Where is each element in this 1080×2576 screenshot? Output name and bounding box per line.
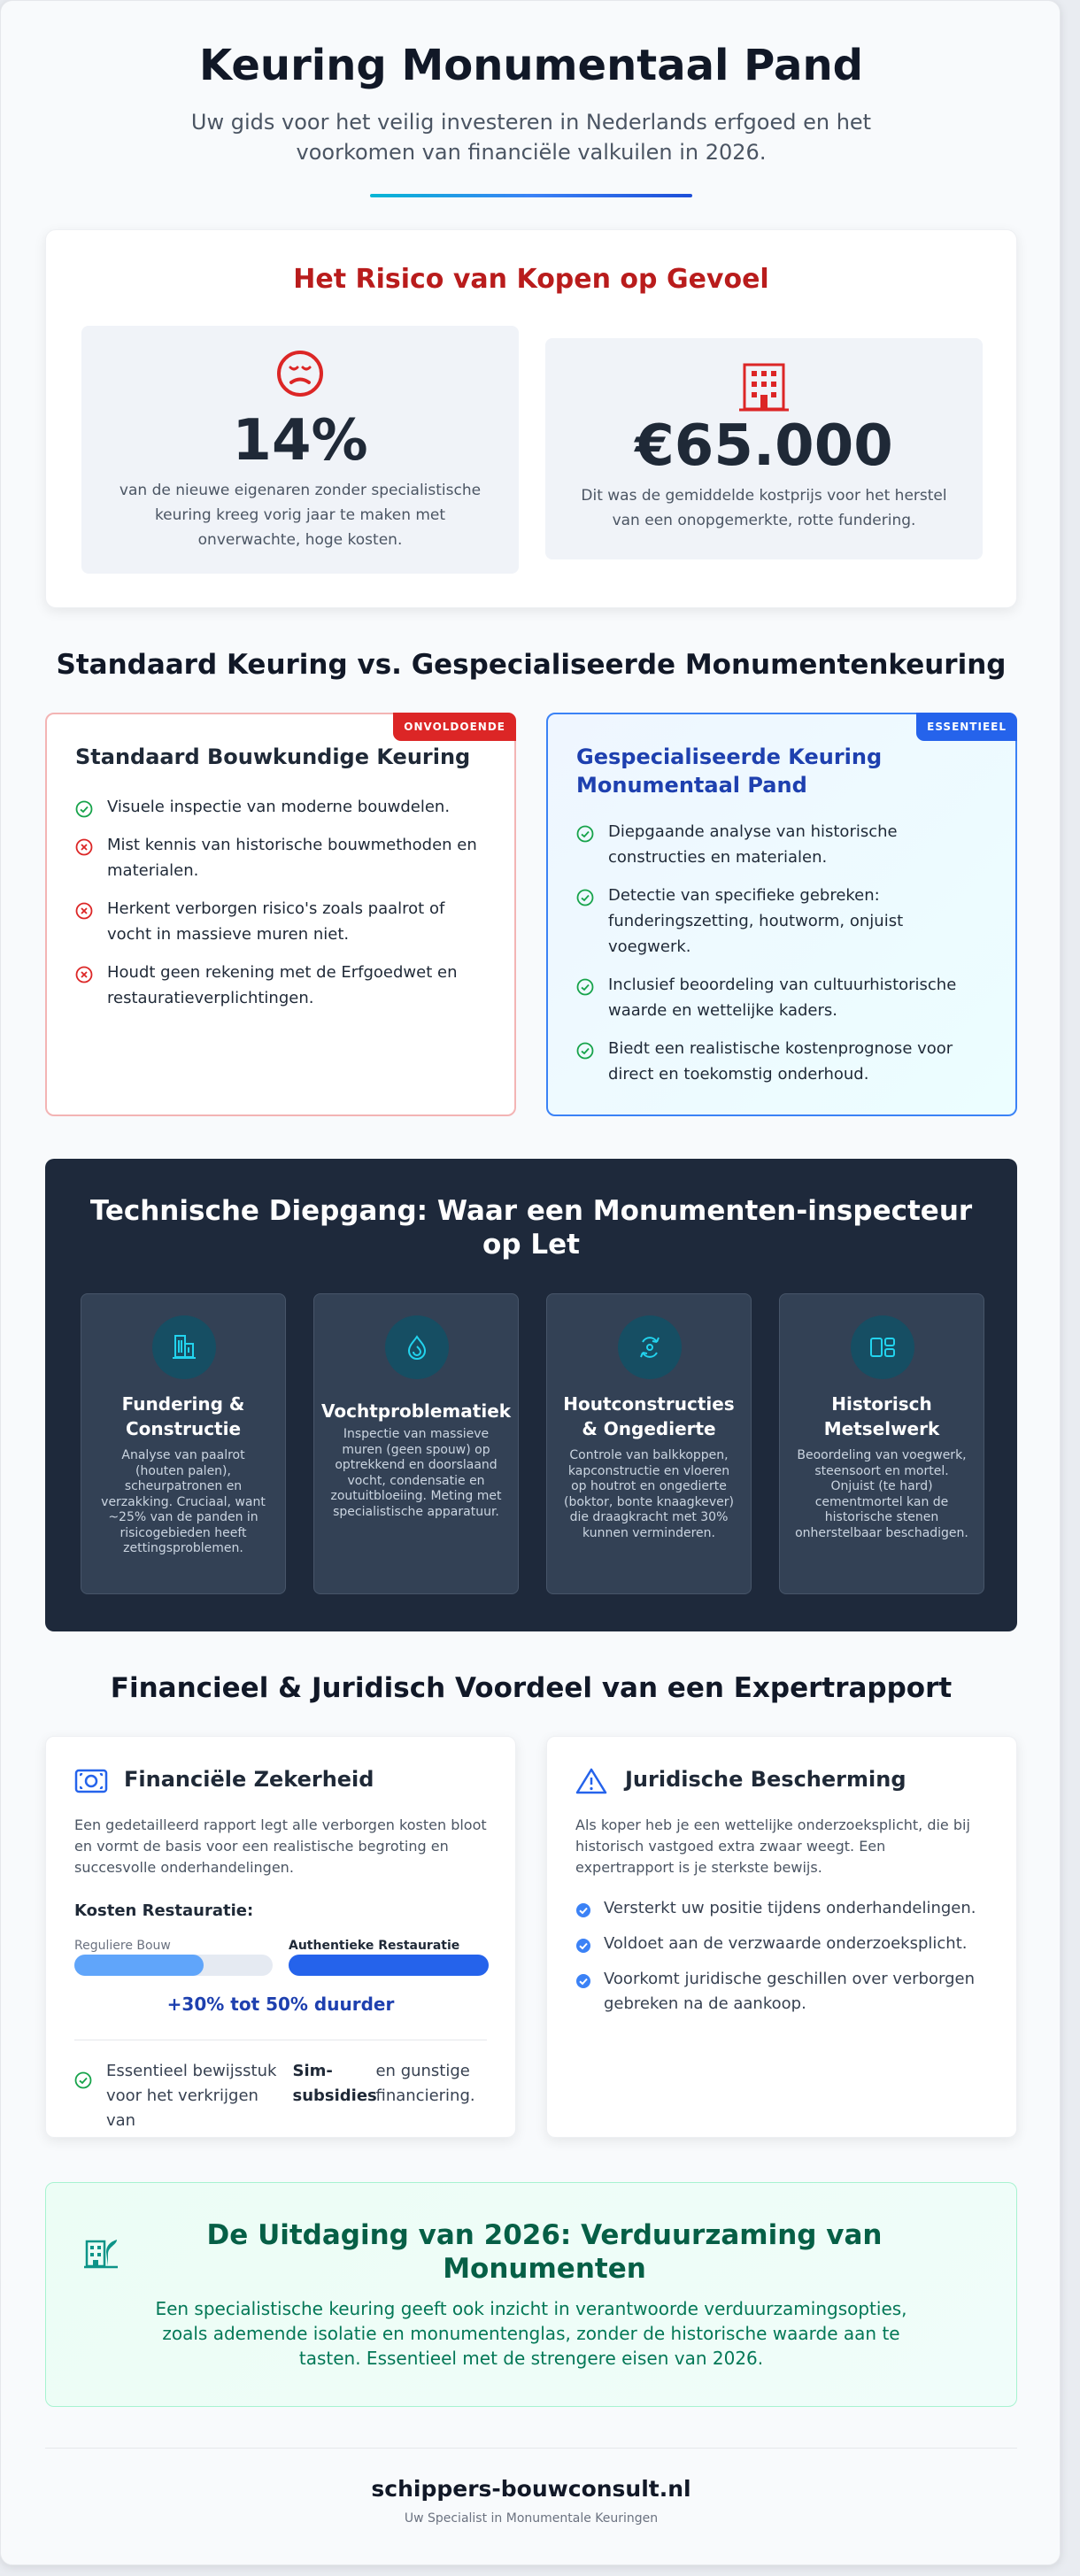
list-item: Mist kennis van historische bouwmethoden en materialen.: [75, 832, 490, 883]
page-header: [45, 36, 1017, 197]
card-title: Standaard Bouwkundige Keuring: [75, 744, 471, 769]
stat-value: 14%: [232, 408, 368, 474]
bar-regular-fill: [74, 1955, 204, 1976]
stat-value: €65.000: [635, 413, 893, 479]
check-circle-icon: [74, 2071, 92, 2089]
check-circle-icon: [576, 978, 594, 996]
wood-icon: [636, 1333, 664, 1361]
check-circle-icon: [75, 800, 93, 818]
challenge-card: [45, 2182, 1017, 2407]
bar-label-regular: Reguliere Bouw: [74, 1939, 171, 1953]
bar-authentic: [289, 1955, 489, 1976]
building-icon: [739, 359, 789, 413]
tech-card-masonry: [779, 1293, 984, 1594]
check-circle-icon: [575, 1902, 591, 1918]
challenge-title: De Uitdaging van 2026: Verduurzaming van Monumenten: [206, 2219, 883, 2285]
list-item: Visuele inspectie van moderne bouwdelen.: [75, 794, 490, 820]
risk-title: Het Risico van Kopen op Gevoel: [293, 264, 769, 295]
list-item: Voldoet aan de verzwaarde onderzoeksplicht.: [575, 1932, 995, 1956]
essential-badge: ESSENTIEEL: [916, 713, 1017, 741]
list-item: Houdt geen rekening met de Erfgoedwet en restauratieverplichtingen.: [75, 960, 490, 1011]
bar-label-authentic: Authentieke Restauratie: [289, 1939, 460, 1953]
tech-card-title: Historisch Metselwerk: [823, 1393, 940, 1439]
stat-description: van de nieuwe eigenaren zonder specialistische keuring kreeg vorig jaar te maken met onverwachte, hoge kosten.: [119, 482, 482, 549]
card-title: Financiële Zekerheid: [124, 1767, 374, 1792]
challenge-text: Een specialistische keuring geeft ook inzicht in verantwoorde verduurzamingsopties, zoals ademende isolatie en monumentenglas, zonder de historische waarde aan te tasten. Essentieel met de strengere eisen van 2026.: [155, 2298, 907, 2369]
list-item: Biedt een realistische kostenprognose voor direct en toekomstig onderhoud.: [576, 1036, 991, 1087]
risk-card: [45, 229, 1017, 608]
list-item: Detectie van specifieke gebreken: funderingszetting, houtworm, onjuist voegwerk.: [576, 883, 991, 960]
footer-website: schippers-bouwconsult.nl: [371, 2476, 691, 2502]
list-item: Voorkomt juridische geschillen over verborgen gebreken na de aankoop.: [575, 1967, 995, 2017]
cross-circle-icon: [75, 902, 93, 920]
tech-card-text: Analyse van paalrot (houten palen), scheurpatronen en verzakking. Cruciaal, want ~25% van de panden in risicogebieden heeft zettingsproblemen.: [101, 1448, 266, 1555]
comparison-heading: Standaard Keuring vs. Gespecialiseerde Monumentenkeuring: [56, 649, 1007, 681]
card-text: Als koper heb je een wettelijke onderzoeksplicht, die bij historisch vastgoed extra zwaar weegt. Een expertrapport is je sterkste bewijs.: [575, 1816, 970, 1876]
tech-card-moisture: [313, 1293, 519, 1594]
bar-regular: [74, 1955, 273, 1976]
list-item: Herkent verborgen risico's zoals paalrot of vocht in massieve muren niet.: [75, 896, 490, 947]
tech-card-text: Inspectie van massieve muren (geen spouw) op optrekkend en doorslaand vocht, condensatie en zoutuitbloeiing. Meting met specialistische apparatuur.: [330, 1427, 502, 1519]
card-title: Juridische Bescherming: [625, 1767, 906, 1792]
specialist-list: [576, 819, 991, 1099]
check-circle-icon: [576, 1042, 594, 1060]
foundation-icon: [170, 1333, 198, 1361]
legal-card: [546, 1736, 1017, 2138]
legal-list: [575, 1896, 995, 2027]
cross-circle-icon: [75, 966, 93, 983]
cost-difference: +30% tot 50% duurder: [166, 1994, 395, 2015]
title-divider: [370, 194, 692, 197]
list-item: Inclusief beoordeling van cultuurhistorische waarde en wettelijke kaders.: [576, 972, 991, 1023]
stat-new-owners: [81, 326, 519, 574]
insufficient-badge: ONVOLDOENDE: [393, 713, 516, 741]
warning-triangle-icon: [575, 1767, 607, 1795]
stat-foundation-cost: [545, 338, 983, 559]
technical-section: [45, 1159, 1017, 1631]
tech-card-title: Houtconstructies & Ongedierte: [563, 1393, 735, 1439]
technical-title: Technische Diepgang: Waar een Monumenten-inspecteur op Let: [89, 1195, 973, 1261]
page-subtitle: Uw gids voor het veilig investeren in Nederlands erfgoed en het voorkomen van financiële valkuilen in 2026.: [190, 110, 872, 165]
tech-card-title: Vochtproblematiek: [321, 1400, 512, 1422]
cross-circle-icon: [75, 838, 93, 856]
list-item: Versterkt uw positie tijdens onderhandelingen.: [575, 1896, 995, 1921]
footer-divider: [45, 2448, 1017, 2449]
check-circle-icon: [575, 1938, 591, 1954]
tech-card-wood: [546, 1293, 752, 1594]
masonry-icon: [868, 1333, 897, 1361]
money-icon: [74, 1767, 108, 1795]
standard-inspection-card: [45, 713, 516, 1116]
list-item: Diepgaande analyse van historische constructies en materialen.: [576, 819, 991, 870]
check-circle-icon: [576, 889, 594, 906]
card-text: Een gedetailleerd rapport legt alle verborgen kosten bloot en vormt de basis voor een realistische begroting en succesvolle onderhandelingen.: [74, 1816, 487, 1876]
footer-tagline: Uw Specialist in Monumentale Keuringen: [404, 2511, 659, 2526]
bar-authentic-fill: [289, 1955, 489, 1976]
tech-card-foundation: [81, 1293, 286, 1594]
financial-card: Financiële Zekerheid Een gedetailleerd rapport legt alle verborgen kosten bloot en vormt de basis voor een realistische begroting en succesvolle onderhandelingen. Kosten Restauratie: Reguliere Bouw Authentieke Restauratie +30% tot 50% duurder Essentieel bewijsstuk voor het verkrijgen van Sim-subsidies en gunstige financiering.: [45, 1736, 516, 2138]
advantage-heading: Financieel & Juridisch Voordeel van een Expertrapport: [110, 1672, 953, 1704]
page-title: Keuring Monumentaal Pand: [199, 41, 863, 90]
card-title: Gespecialiseerde Keuring Monumentaal Pand: [576, 744, 883, 798]
moisture-icon: [403, 1333, 431, 1361]
check-circle-icon: [576, 825, 594, 843]
cost-chart-label: Kosten Restauratie:: [74, 1901, 254, 1920]
eco-building-icon: [81, 2233, 120, 2271]
standard-list: [75, 794, 490, 1023]
tech-card-text: Beoordeling van voegwerk, steensoort en mortel. Onjuist (te hard) cementmortel kan de historische stenen onherstelbaar beschadigen.: [795, 1448, 968, 1540]
check-circle-icon: [575, 1973, 591, 1989]
tech-card-title: Fundering & Constructie: [121, 1393, 245, 1439]
tech-card-text: Controle van balkkoppen, kapconstructie en vloeren op houtrot en ongedierte (boktor, bonte knaagkever) die draagkracht met 30% kunnen verminderen.: [564, 1448, 734, 1540]
specialist-inspection-card: [546, 713, 1017, 1116]
stat-description: Dit was de gemiddelde kostprijs voor het herstel van een onopgemerkte, rotte fundering.: [581, 487, 947, 529]
frown-face-icon: [275, 349, 325, 398]
